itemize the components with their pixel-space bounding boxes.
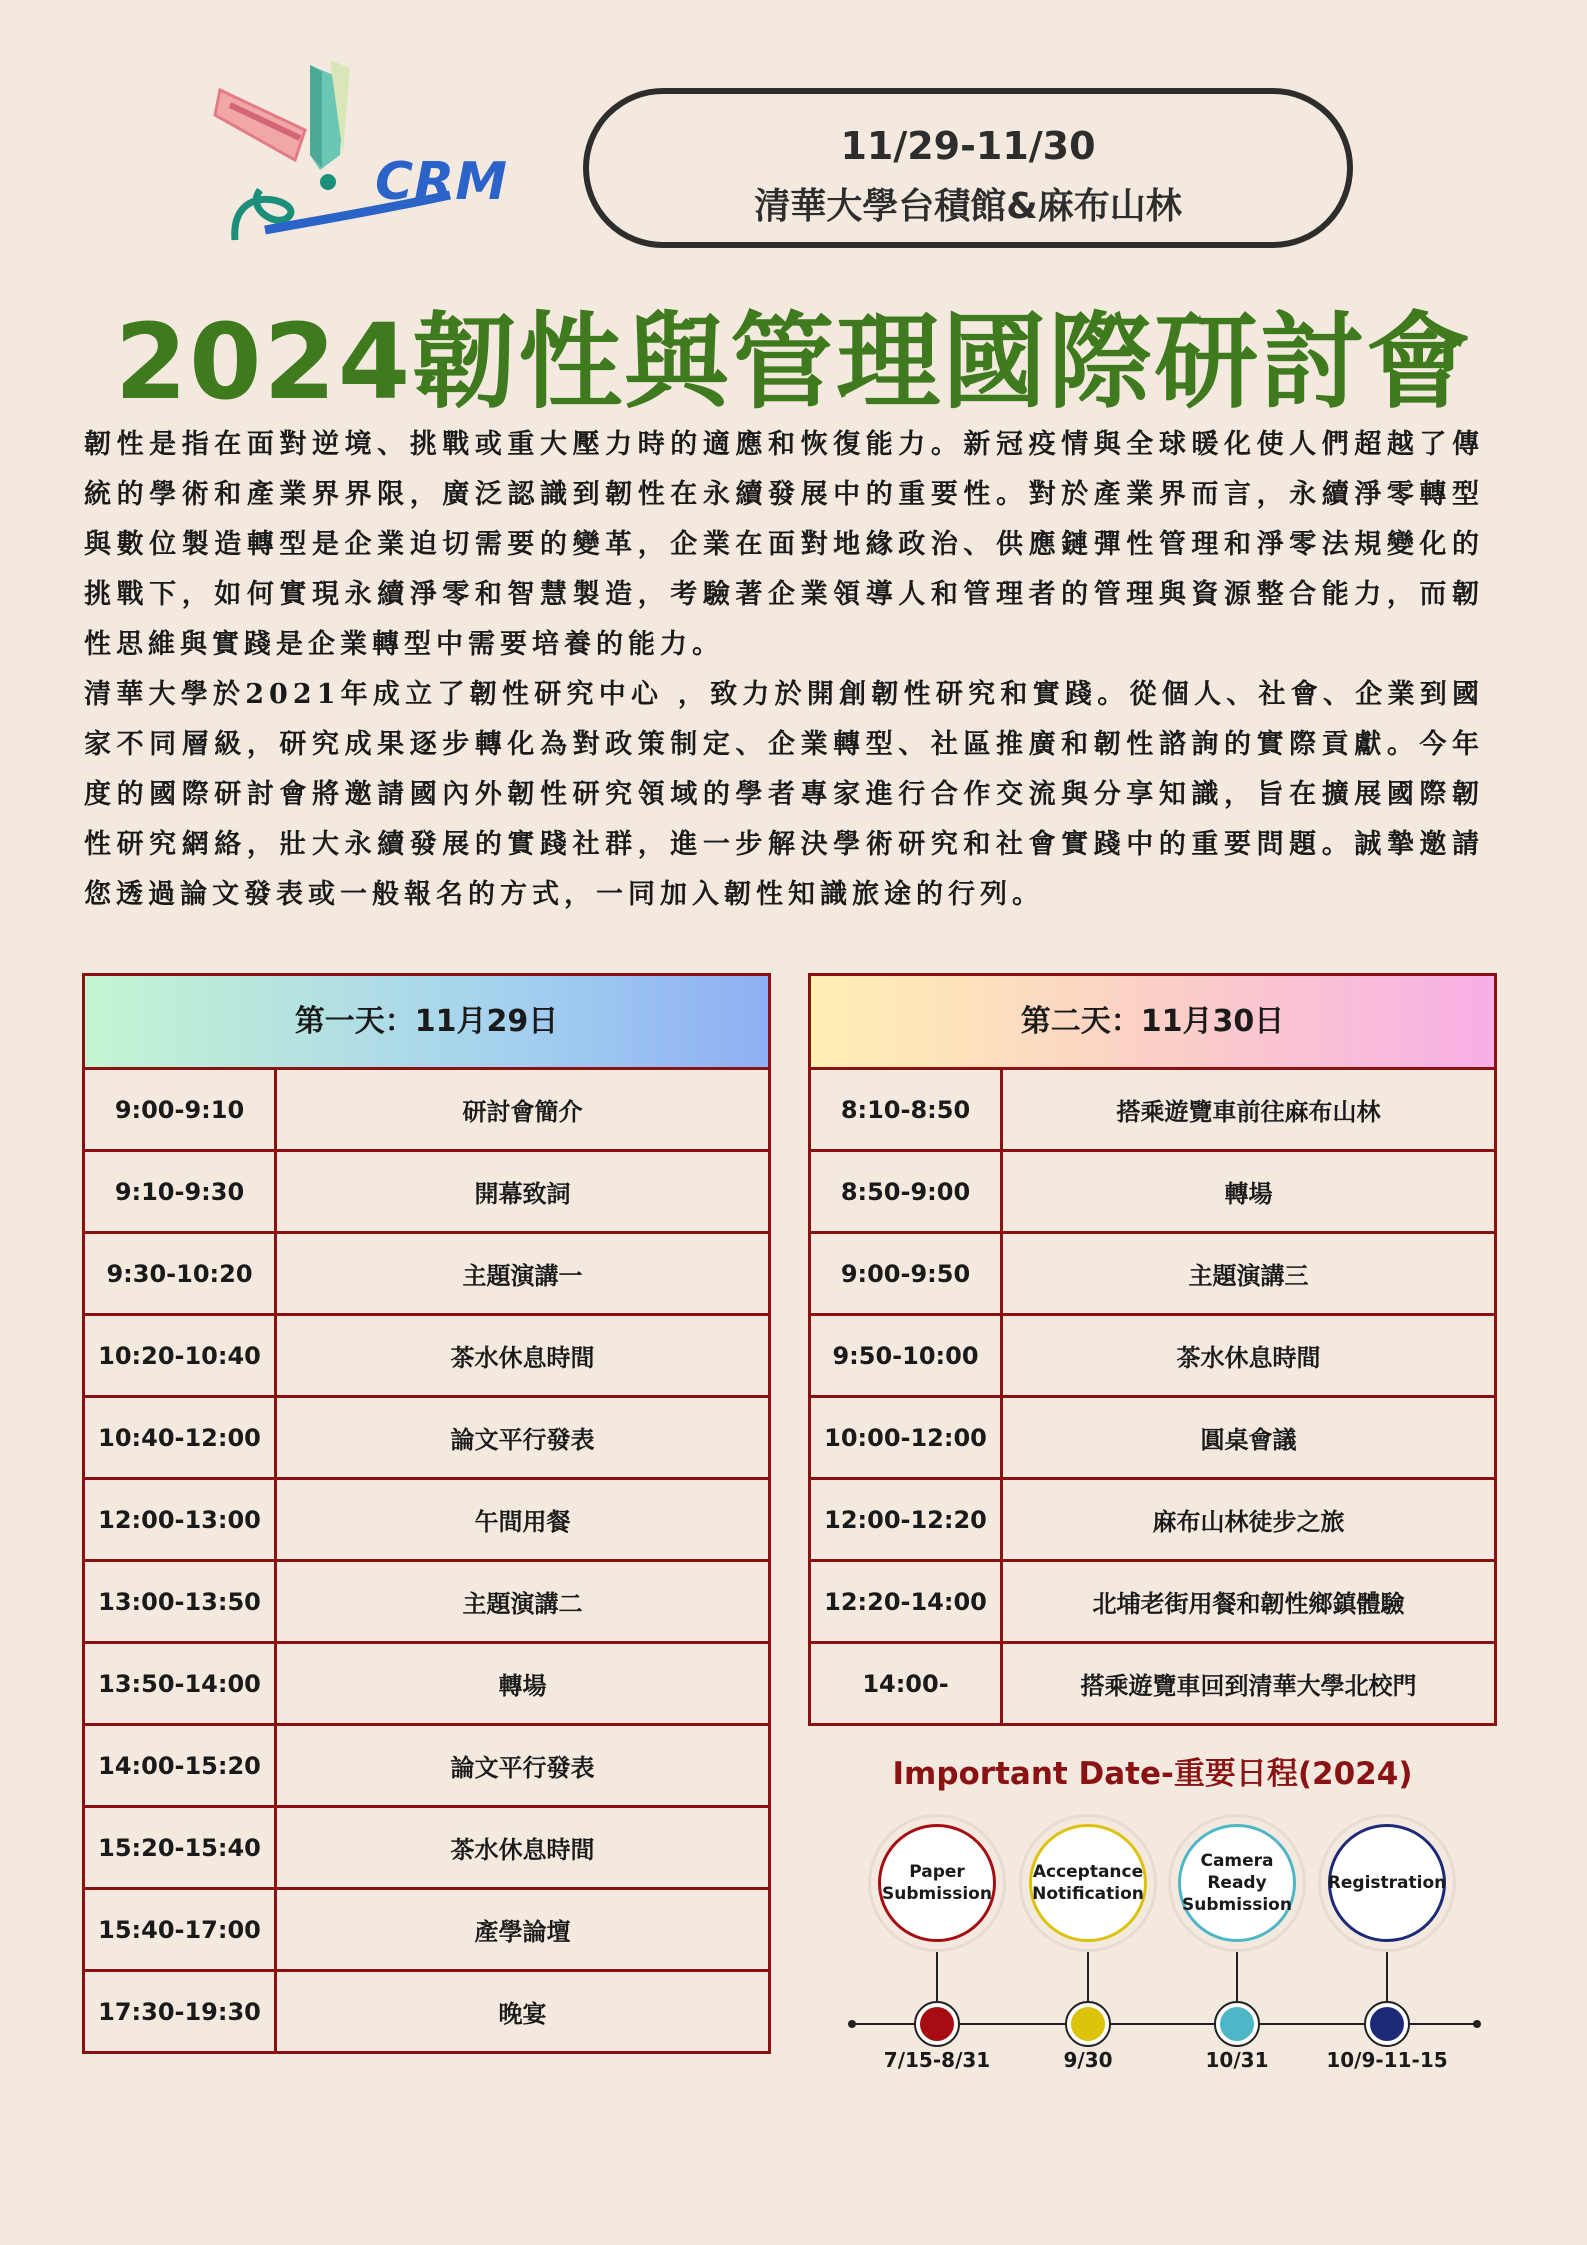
day1-schedule [82,973,771,2054]
day2-event: 北埔老街用餐和韌性鄉鎮體驗 [1092,1590,1405,1618]
milestone-bubble [1178,1824,1296,1942]
day1-row [85,1149,768,1231]
day1-row [85,1641,768,1723]
milestone-label [882,1861,992,1905]
day2-time: 12:20-14:00 [811,1562,1003,1641]
milestone-label-line: Acceptance [1032,1862,1144,1882]
milestone-label-line: Registration [1327,1873,1447,1893]
milestone-marker [920,2007,954,2041]
day2-row [811,1149,1494,1231]
day1-event: 研討會簡介 [462,1098,583,1126]
day2-rows [811,1070,1494,1723]
day2-time: 9:00-9:50 [811,1234,1003,1313]
day2-event: 主題演講三 [1188,1262,1309,1290]
day1-event: 午間用餐 [474,1508,571,1536]
day1-row [85,1231,768,1313]
day1-row [85,1313,768,1395]
day1-event: 論文平行發表 [450,1426,595,1454]
day1-time: 14:00-15:20 [85,1726,277,1805]
page-title: 2024韌性與管理國際研討會 [114,301,1473,423]
day1-row [85,1969,768,2051]
milestone-label-line: Submission [882,1884,992,1904]
milestone-marker [1071,2007,1105,2041]
milestone-marker-ring [1365,2002,1409,2046]
day1-row [85,1559,768,1641]
milestone-marker [1370,2007,1404,2041]
day2-event: 轉場 [1224,1180,1273,1208]
milestone-date: 10/31 [1205,2048,1269,2072]
timeline-end-dot [848,2020,856,2028]
day1-time: 9:10-9:30 [85,1152,277,1231]
milestone-label-line: Camera [1200,1851,1274,1871]
day2-time: 8:10-8:50 [811,1070,1003,1149]
logo-text: CRM [375,152,508,212]
day1-event: 主題演講一 [462,1262,583,1290]
day1-time: 13:00-13:50 [85,1562,277,1641]
day2-event: 圓桌會議 [1200,1426,1297,1454]
day1-time: 12:00-13:00 [85,1480,277,1559]
day2-row [811,1313,1494,1395]
day1-event: 產學論壇 [474,1918,571,1946]
day1-row [85,1395,768,1477]
day1-row [85,1887,768,1969]
day1-row [85,1723,768,1805]
milestone-label [1032,1861,1144,1905]
day2-header: 第二天：11月30日 [811,976,1494,1070]
intro-paragraph-1: 韌性是指在面對逆境、挑戰或重大壓力時的適應和恢復能力。新冠疫情與全球暖化使人們超越了傳統的學術和產業界界限，廣泛認識到韌性在永續發展中的重要性。對於產業界而言，永續淨零轉型與數位製造轉型是企業迫切需要的變革，企業在面對地緣政治、供應鏈彈性管理和淨零法規變化的挑戰下，如何實現永續淨零和智慧製造，考驗著企業領導人和管理者的管理與資源整合能力，而韌性思維與實踐是企業轉型中需要培養的能力。 [84,429,1484,660]
milestone-label-line: Submission [1182,1895,1292,1915]
day1-event: 轉場 [498,1672,547,1700]
day2-time: 9:50-10:00 [811,1316,1003,1395]
milestone-date: 9/30 [1063,2048,1113,2072]
day1-event: 論文平行發表 [450,1754,595,1782]
milestone-bubble [1029,1824,1147,1942]
day1-time: 9:30-10:20 [85,1234,277,1313]
milestone-marker-ring [1215,2002,1259,2046]
day1-rows [85,1070,768,2051]
day1-event: 茶水休息時間 [450,1344,595,1372]
day1-time: 17:30-19:30 [85,1972,277,2051]
milestone-marker-ring [1066,2002,1110,2046]
event-dates: 11/29-11/30 [840,124,1096,168]
intro-text [84,420,1484,920]
day2-row [811,1641,1494,1723]
day1-time: 15:40-17:00 [85,1890,277,1969]
day1-time: 13:50-14:00 [85,1644,277,1723]
day2-time: 8:50-9:00 [811,1152,1003,1231]
day1-event: 晚宴 [498,2000,547,2028]
milestone-label-line: Paper [909,1862,965,1882]
milestone-marker [1220,2007,1254,2041]
day1-time: 15:20-15:40 [85,1808,277,1887]
day2-schedule [808,973,1497,1726]
milestone-marker-ring [915,2002,959,2046]
day2-event: 搭乘遊覽車前往麻布山林 [1116,1098,1381,1126]
day1-event: 茶水休息時間 [450,1836,595,1864]
milestone-date: 7/15-8/31 [883,2048,991,2072]
intro-paragraph-2: 清華大學於2021年成立了韌性研究中心 ，致力於開創韌性研究和實踐。從個人、社會、企業到國家不同層級，研究成果逐步轉化為對政策制定、企業轉型、社區推廣和韌性諮詢的實際貢獻。今年度的國際研討會將邀請國內外韌性研究領域的學者專家進行合作交流與分享知識，旨在擴展國際韌性研究網絡，壯大永續發展的實踐社群，進一步解決學術研究和社會實踐中的重要問題。誠摯邀請您透過論文發表或一般報名的方式，一同加入韌性知識旅途的行列。 [84,679,1484,910]
day1-row [85,1070,768,1149]
day2-event: 茶水休息時間 [1176,1344,1321,1372]
day2-event: 麻布山林徒步之旅 [1152,1508,1345,1536]
milestone-label [1328,1872,1446,1894]
day2-row [811,1477,1494,1559]
day2-time: 14:00- [811,1644,1003,1723]
day1-time: 10:20-10:40 [85,1316,277,1395]
milestone-bubble [878,1824,996,1942]
day1-event: 開幕致詞 [474,1180,571,1208]
day1-time: 9:00-9:10 [85,1070,277,1149]
milestone-date: 10/9-11-15 [1326,2048,1448,2072]
timeline-end-dot [1473,2020,1481,2028]
day1-row [85,1805,768,1887]
milestone-bubble [1328,1824,1446,1942]
day2-event: 搭乘遊覽車回到清華大學北校門 [1080,1672,1417,1700]
milestone-label-line: Notification [1032,1884,1144,1904]
day1-event: 主題演講二 [462,1590,583,1618]
day1-header: 第一天：11月29日 [85,976,768,1070]
event-venue: 清華大學台積館&麻布山林 [754,186,1182,227]
day1-row [85,1477,768,1559]
day2-row [811,1231,1494,1313]
important-dates-title: Important Date-重要日程(2024) [892,1756,1413,1792]
day2-row [811,1559,1494,1641]
day1-time: 10:40-12:00 [85,1398,277,1477]
day2-time: 10:00-12:00 [811,1398,1003,1477]
day2-time: 12:00-12:20 [811,1480,1003,1559]
milestone-label [1182,1850,1292,1916]
event-date-pill [583,88,1353,248]
milestone-label-line: Ready [1207,1873,1267,1893]
day2-row [811,1070,1494,1149]
day2-row [811,1395,1494,1477]
